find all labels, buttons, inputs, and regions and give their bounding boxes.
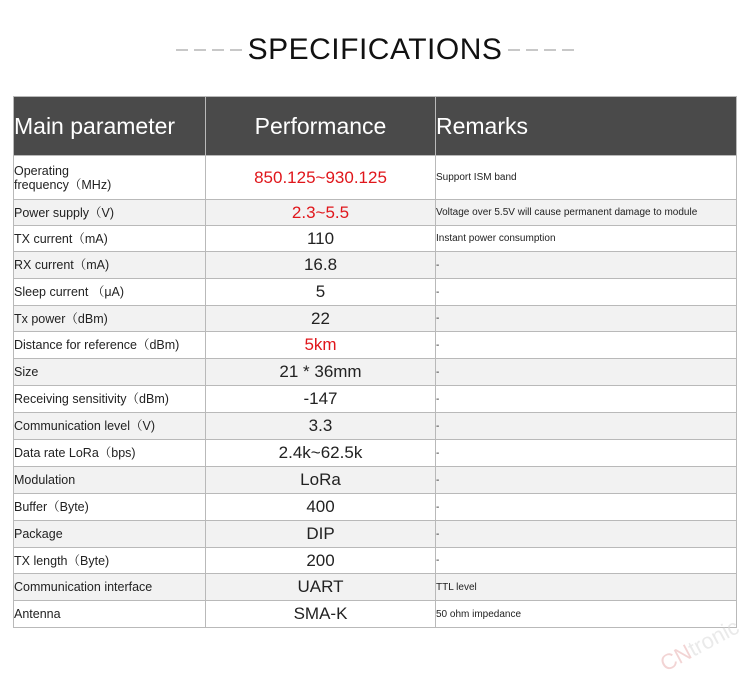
parameter-cell: Modulation — [14, 467, 206, 494]
watermark-brand-b: tronic — [684, 614, 744, 662]
performance-cell: -147 — [206, 386, 436, 413]
table-row — [14, 494, 737, 521]
performance-cell: LoRa — [206, 467, 436, 494]
performance-cell: 2.3~5.5 — [206, 200, 436, 226]
performance-cell: SMA-K — [206, 601, 436, 628]
parameter-cell: Communication interface — [14, 574, 206, 601]
parameter-cell: TX current（mA) — [14, 226, 206, 252]
performance-cell: 2.4k~62.5k — [206, 440, 436, 467]
remark-cell: - — [436, 332, 737, 359]
parameter-cell: TX length（Byte) — [14, 548, 206, 574]
remark-cell: - — [436, 306, 737, 332]
parameter-cell: Sleep current （μA) — [14, 279, 206, 306]
performance-cell: 110 — [206, 226, 436, 252]
remark-cell: - — [436, 467, 737, 494]
remark-cell: - — [436, 440, 737, 467]
parameter-cell: Package — [14, 521, 206, 548]
table-row — [14, 226, 737, 252]
remark-cell: - — [436, 359, 737, 386]
table-row — [14, 413, 737, 440]
performance-cell: 16.8 — [206, 252, 436, 279]
remark-cell: - — [436, 252, 737, 279]
table-row — [14, 386, 737, 413]
remark-cell: Support ISM band — [436, 156, 737, 200]
title-dashes-right — [508, 49, 574, 51]
parameter-cell: Operating frequency（MHz) — [14, 156, 206, 200]
watermark-brand-a: CN — [656, 639, 697, 677]
spec-body — [14, 156, 737, 628]
remark-cell: - — [436, 521, 737, 548]
table-row — [14, 521, 737, 548]
header-remarks: Remarks — [436, 97, 737, 156]
parameter-cell: Power supply（V) — [14, 200, 206, 226]
remark-cell: - — [436, 413, 737, 440]
parameter-cell: Buffer（Byte) — [14, 494, 206, 521]
table-row — [14, 279, 737, 306]
page-title: SPECIFICATIONS — [247, 33, 503, 66]
remark-cell: - — [436, 279, 737, 306]
table-row — [14, 601, 737, 628]
parameter-cell: Data rate LoRa（bps) — [14, 440, 206, 467]
performance-cell: DIP — [206, 521, 436, 548]
table-row — [14, 200, 737, 226]
parameter-cell: Size — [14, 359, 206, 386]
table-row — [14, 156, 737, 200]
remark-cell: 50 ohm impedance — [436, 601, 737, 628]
parameter-cell: Antenna — [14, 601, 206, 628]
remark-cell: Voltage over 5.5V will cause permanent damage to module — [436, 200, 737, 226]
parameter-cell: Receiving sensitivity（dBm) — [14, 386, 206, 413]
header-performance: Performance — [206, 97, 436, 156]
header-parameter: Main parameter — [14, 97, 206, 156]
performance-cell: 5 — [206, 279, 436, 306]
table-row — [14, 574, 737, 601]
table-row — [14, 440, 737, 467]
table-row — [14, 332, 737, 359]
table-row — [14, 252, 737, 279]
performance-cell: 400 — [206, 494, 436, 521]
parameter-cell: Distance for reference（dBm) — [14, 332, 206, 359]
performance-cell: UART — [206, 574, 436, 601]
performance-cell: 850.125~930.125 — [206, 156, 436, 200]
parameter-cell: RX current（mA) — [14, 252, 206, 279]
performance-cell: 21 * 36mm — [206, 359, 436, 386]
remark-cell: - — [436, 548, 737, 574]
table-row — [14, 467, 737, 494]
spec-table — [13, 96, 737, 628]
performance-cell: 3.3 — [206, 413, 436, 440]
performance-cell: 5km — [206, 332, 436, 359]
performance-cell: 200 — [206, 548, 436, 574]
parameter-cell: Tx power（dBm) — [14, 306, 206, 332]
parameter-cell: Communication level（V) — [14, 413, 206, 440]
table-row — [14, 306, 737, 332]
remark-cell: - — [436, 494, 737, 521]
remark-cell: TTL level — [436, 574, 737, 601]
remark-cell: Instant power consumption — [436, 226, 737, 252]
remark-cell: - — [436, 386, 737, 413]
title-bar — [0, 30, 750, 70]
performance-cell: 22 — [206, 306, 436, 332]
spec-header-row — [14, 97, 737, 156]
table-row — [14, 359, 737, 386]
table-row — [14, 548, 737, 574]
title-dashes-left — [176, 49, 242, 51]
